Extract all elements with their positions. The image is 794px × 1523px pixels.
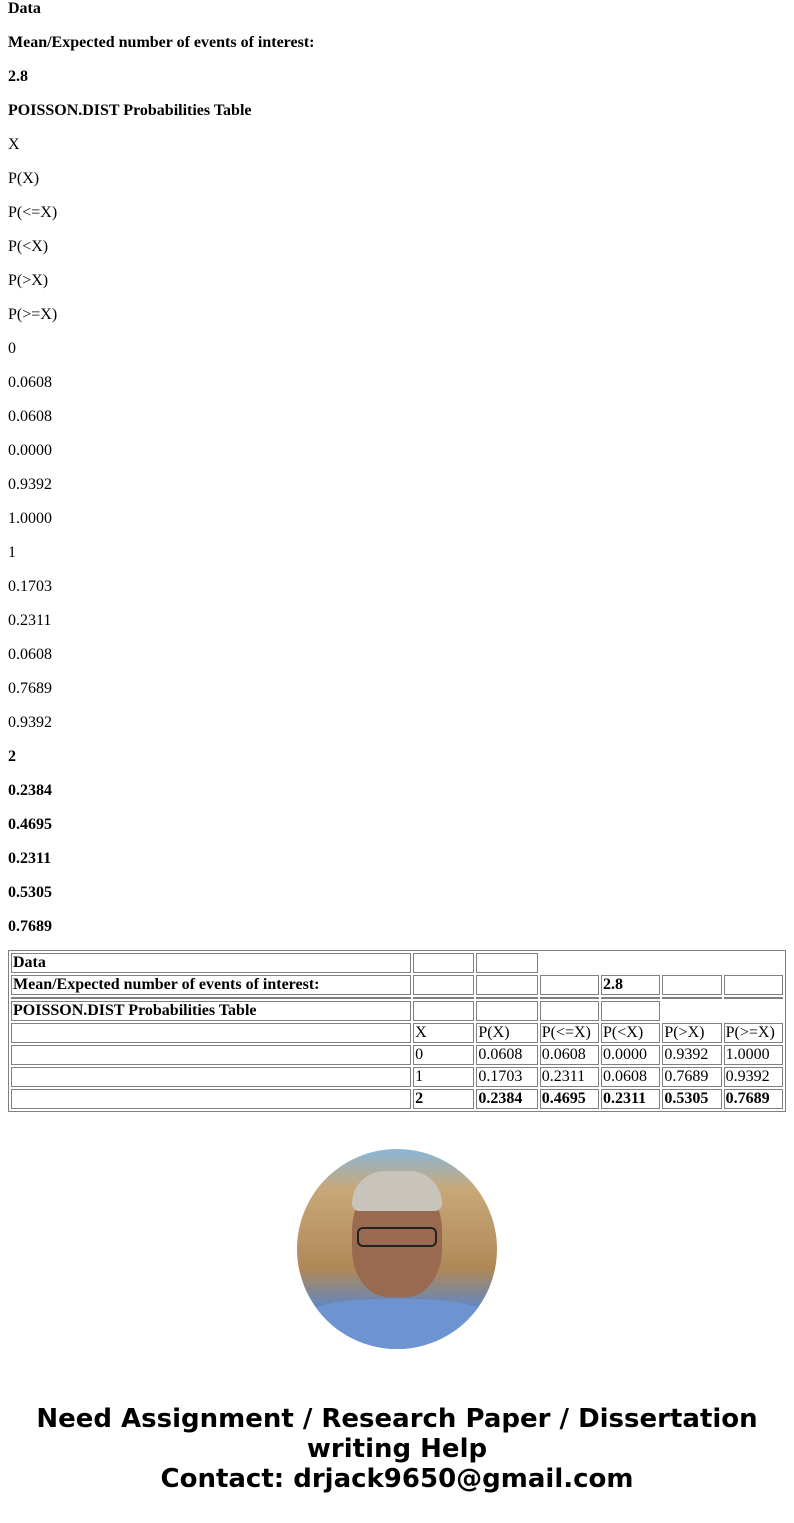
table-row <box>11 975 783 995</box>
paragraph-text: 0.2311 <box>8 850 52 867</box>
text-paragraph <box>8 884 786 902</box>
text-paragraph <box>8 238 786 256</box>
text-paragraph <box>8 748 786 766</box>
text-paragraph <box>8 102 786 120</box>
paragraph-text: X <box>8 136 20 153</box>
author-avatar <box>297 1149 497 1349</box>
paragraph-text: Mean/Expected number of events of interest: <box>8 34 315 51</box>
table-cell: Data <box>11 953 411 973</box>
paragraph-text: 0.9392 <box>8 476 52 493</box>
paragraph-text: 0.7689 <box>8 918 52 935</box>
text-paragraph <box>8 646 786 664</box>
cta-contact: Contact: drjack9650@gmail.com <box>160 1464 634 1494</box>
header-cell: P(<X) <box>601 1023 660 1043</box>
mean-value: 2.8 <box>601 975 660 995</box>
avatar-container <box>8 1149 786 1354</box>
paragraph-text: 0.0608 <box>8 408 52 425</box>
paragraph-text: P(>=X) <box>8 306 58 323</box>
table-row <box>11 1001 783 1021</box>
paragraph-text: 0.0000 <box>8 442 52 459</box>
table-cell: POISSON.DIST Probabilities Table <box>11 1001 411 1021</box>
text-paragraph <box>8 782 786 800</box>
paragraph-text: POISSON.DIST Probabilities Table <box>8 102 252 119</box>
paragraph-text: 0.0608 <box>8 646 52 663</box>
table-row <box>11 997 783 999</box>
text-paragraph <box>8 340 786 358</box>
paragraph-text: Data <box>8 0 41 17</box>
header-cell: P(>=X) <box>724 1023 783 1043</box>
text-paragraph <box>8 0 786 18</box>
paragraph-text: 0.4695 <box>8 816 52 833</box>
paragraph-text: 0 <box>8 340 16 357</box>
text-paragraph <box>8 714 786 732</box>
header-cell: P(>X) <box>662 1023 721 1043</box>
header-cell: P(X) <box>476 1023 537 1043</box>
paragraph-text: P(<X) <box>8 238 49 255</box>
table-cell: Mean/Expected number of events of interest: <box>11 975 411 995</box>
paragraph-text: 0.7689 <box>8 680 52 697</box>
text-paragraph <box>8 306 786 324</box>
paragraph-text: P(X) <box>8 170 40 187</box>
paragraph-text: P(>X) <box>8 272 49 289</box>
poisson-table <box>8 950 786 1112</box>
text-paragraph <box>8 204 786 222</box>
text-paragraph <box>8 374 786 392</box>
text-paragraph <box>8 680 786 698</box>
text-paragraph <box>8 578 786 596</box>
paragraph-text: 1.0000 <box>8 510 52 527</box>
paragraph-text: 0.9392 <box>8 714 52 731</box>
paragraph-text: 2.8 <box>8 68 28 85</box>
text-paragraph <box>8 34 786 52</box>
paragraph-text: 2 <box>8 748 16 765</box>
table-row: 2 0.2384 0.4695 0.2311 0.5305 0.7689 <box>11 1089 783 1109</box>
text-paragraph <box>8 408 786 426</box>
paragraph-list <box>8 0 786 936</box>
text-paragraph <box>8 612 786 630</box>
text-paragraph <box>8 816 786 834</box>
text-paragraph <box>8 544 786 562</box>
text-paragraph <box>8 442 786 460</box>
text-paragraph <box>8 170 786 188</box>
paragraph-text: 0.1703 <box>8 578 52 595</box>
header-cell: P(<=X) <box>540 1023 599 1043</box>
text-paragraph <box>8 136 786 154</box>
table-header-row <box>11 1023 783 1043</box>
text-paragraph <box>8 272 786 290</box>
contact-banner <box>8 1404 786 1494</box>
text-paragraph <box>8 476 786 494</box>
table-row: 0 0.0608 0.0608 0.0000 0.9392 1.0000 <box>11 1045 783 1065</box>
table-row <box>11 953 783 973</box>
cta-headline: Need Assignment / Research Paper / Dissertation writing Help <box>36 1404 758 1464</box>
text-paragraph <box>8 918 786 936</box>
text-paragraph <box>8 510 786 528</box>
paragraph-text: 0.2311 <box>8 612 52 629</box>
paragraph-text: 0.5305 <box>8 884 52 901</box>
paragraph-text: 0.0608 <box>8 374 52 391</box>
paragraph-text: 0.2384 <box>8 782 52 799</box>
paragraph-text: P(<=X) <box>8 204 58 221</box>
paragraph-text: 1 <box>8 544 16 561</box>
text-paragraph <box>8 850 786 868</box>
glasses-icon <box>357 1227 437 1247</box>
text-paragraph <box>8 68 786 86</box>
header-cell: X <box>413 1023 474 1043</box>
table-row: 1 0.1703 0.2311 0.0608 0.7689 0.9392 <box>11 1067 783 1087</box>
